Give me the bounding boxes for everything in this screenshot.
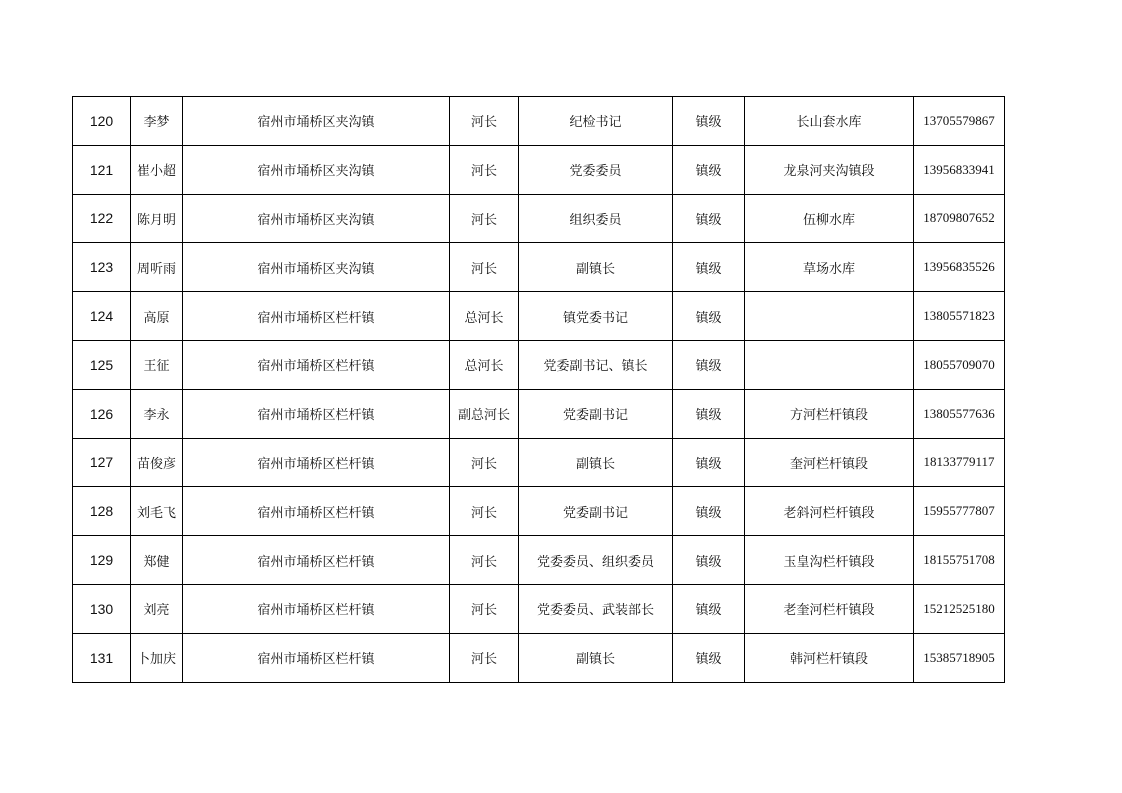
position-cell: 党委副书记	[519, 389, 673, 438]
river-section-cell: 龙泉河夹沟镇段	[745, 145, 914, 194]
river-chief-role-cell: 河长	[450, 243, 519, 292]
phone-cell: 18155751708	[914, 536, 1005, 585]
position-cell: 副镇长	[519, 438, 673, 487]
position-cell: 副镇长	[519, 243, 673, 292]
river-section-cell	[745, 292, 914, 341]
row-number-cell: 123	[73, 243, 131, 292]
river-chief-role-cell: 河长	[450, 633, 519, 682]
river-section-cell	[745, 340, 914, 389]
level-cell: 镇级	[673, 194, 745, 243]
river-chief-role-cell: 副总河长	[450, 389, 519, 438]
river-section-cell: 老奎河栏杆镇段	[745, 584, 914, 633]
name-cell: 陈月明	[131, 194, 183, 243]
river-section-cell: 方河栏杆镇段	[745, 389, 914, 438]
name-cell: 王征	[131, 340, 183, 389]
table-row	[73, 145, 1005, 194]
position-cell: 纪检书记	[519, 97, 673, 146]
river-chief-role-cell: 总河长	[450, 292, 519, 341]
row-number-cell: 129	[73, 536, 131, 585]
name-cell: 李永	[131, 389, 183, 438]
table-row	[73, 389, 1005, 438]
location-cell: 宿州市埇桥区夹沟镇	[183, 97, 450, 146]
position-cell: 党委副书记	[519, 487, 673, 536]
table-row	[73, 633, 1005, 682]
location-cell: 宿州市埇桥区栏杆镇	[183, 487, 450, 536]
table-row	[73, 243, 1005, 292]
table-row	[73, 97, 1005, 146]
name-cell: 刘亮	[131, 584, 183, 633]
row-number-cell: 125	[73, 340, 131, 389]
level-cell: 镇级	[673, 97, 745, 146]
phone-cell: 15955777807	[914, 487, 1005, 536]
level-cell: 镇级	[673, 438, 745, 487]
location-cell: 宿州市埇桥区栏杆镇	[183, 536, 450, 585]
table-row	[73, 194, 1005, 243]
level-cell: 镇级	[673, 292, 745, 341]
river-section-cell: 奎河栏杆镇段	[745, 438, 914, 487]
level-cell: 镇级	[673, 584, 745, 633]
name-cell: 周听雨	[131, 243, 183, 292]
name-cell: 苗俊彦	[131, 438, 183, 487]
name-cell: 高原	[131, 292, 183, 341]
location-cell: 宿州市埇桥区夹沟镇	[183, 194, 450, 243]
phone-cell: 15385718905	[914, 633, 1005, 682]
row-number-cell: 131	[73, 633, 131, 682]
river-section-cell: 韩河栏杆镇段	[745, 633, 914, 682]
location-cell: 宿州市埇桥区栏杆镇	[183, 584, 450, 633]
level-cell: 镇级	[673, 243, 745, 292]
position-cell: 党委委员、武装部长	[519, 584, 673, 633]
row-number-cell: 126	[73, 389, 131, 438]
river-section-cell: 老斜河栏杆镇段	[745, 487, 914, 536]
position-cell: 副镇长	[519, 633, 673, 682]
river-chief-role-cell: 河长	[450, 584, 519, 633]
location-cell: 宿州市埇桥区栏杆镇	[183, 438, 450, 487]
name-cell: 崔小超	[131, 145, 183, 194]
phone-cell: 18055709070	[914, 340, 1005, 389]
row-number-cell: 122	[73, 194, 131, 243]
name-cell: 卜加庆	[131, 633, 183, 682]
river-chief-role-cell: 河长	[450, 145, 519, 194]
river-chief-role-cell: 河长	[450, 97, 519, 146]
phone-cell: 18133779117	[914, 438, 1005, 487]
phone-cell: 13805577636	[914, 389, 1005, 438]
level-cell: 镇级	[673, 389, 745, 438]
location-cell: 宿州市埇桥区栏杆镇	[183, 633, 450, 682]
phone-cell: 15212525180	[914, 584, 1005, 633]
position-cell: 镇党委书记	[519, 292, 673, 341]
name-cell: 刘毛飞	[131, 487, 183, 536]
name-cell: 李梦	[131, 97, 183, 146]
phone-cell: 13705579867	[914, 97, 1005, 146]
table-row	[73, 438, 1005, 487]
row-number-cell: 127	[73, 438, 131, 487]
row-number-cell: 121	[73, 145, 131, 194]
row-number-cell: 128	[73, 487, 131, 536]
phone-cell: 13805571823	[914, 292, 1005, 341]
name-cell: 郑健	[131, 536, 183, 585]
location-cell: 宿州市埇桥区栏杆镇	[183, 292, 450, 341]
river-chief-role-cell: 河长	[450, 487, 519, 536]
table-row	[73, 340, 1005, 389]
position-cell: 组织委员	[519, 194, 673, 243]
location-cell: 宿州市埇桥区夹沟镇	[183, 243, 450, 292]
river-chief-role-cell: 河长	[450, 438, 519, 487]
river-chief-role-cell: 总河长	[450, 340, 519, 389]
phone-cell: 18709807652	[914, 194, 1005, 243]
location-cell: 宿州市埇桥区栏杆镇	[183, 340, 450, 389]
table-body	[73, 97, 1005, 683]
river-section-cell: 长山套水库	[745, 97, 914, 146]
table-row	[73, 536, 1005, 585]
level-cell: 镇级	[673, 633, 745, 682]
level-cell: 镇级	[673, 487, 745, 536]
phone-cell: 13956835526	[914, 243, 1005, 292]
river-section-cell: 玉皇沟栏杆镇段	[745, 536, 914, 585]
row-number-cell: 124	[73, 292, 131, 341]
river-chief-role-cell: 河长	[450, 194, 519, 243]
level-cell: 镇级	[673, 340, 745, 389]
position-cell: 党委委员	[519, 145, 673, 194]
position-cell: 党委委员、组织委员	[519, 536, 673, 585]
location-cell: 宿州市埇桥区栏杆镇	[183, 389, 450, 438]
river-section-cell: 伍柳水库	[745, 194, 914, 243]
river-section-cell: 草场水库	[745, 243, 914, 292]
table-row	[73, 292, 1005, 341]
row-number-cell: 120	[73, 97, 131, 146]
table-row	[73, 487, 1005, 536]
phone-cell: 13956833941	[914, 145, 1005, 194]
table-row	[73, 584, 1005, 633]
location-cell: 宿州市埇桥区夹沟镇	[183, 145, 450, 194]
river-chief-role-cell: 河长	[450, 536, 519, 585]
level-cell: 镇级	[673, 145, 745, 194]
level-cell: 镇级	[673, 536, 745, 585]
position-cell: 党委副书记、镇长	[519, 340, 673, 389]
river-chief-table	[72, 96, 1005, 683]
row-number-cell: 130	[73, 584, 131, 633]
